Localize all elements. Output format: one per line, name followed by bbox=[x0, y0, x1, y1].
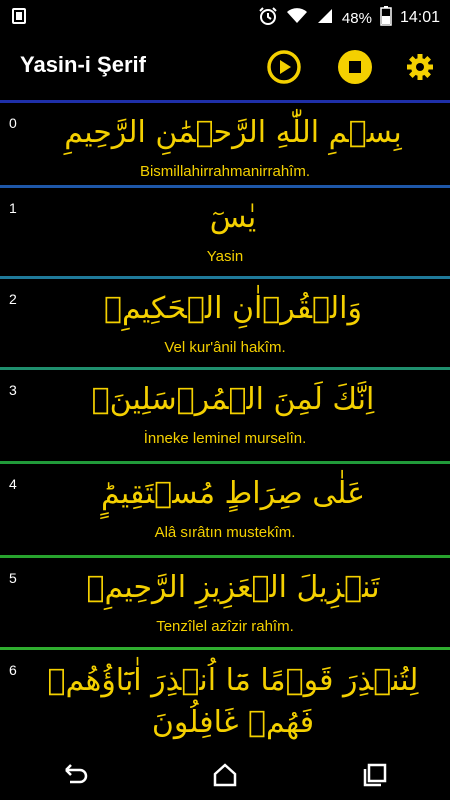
back-icon bbox=[60, 760, 90, 790]
verse-transliteration: Alâ sırâtın mustekîm. bbox=[154, 524, 296, 541]
verse-arabic: يٰسٓ bbox=[209, 200, 257, 235]
verse-arabic: عَلٰى صِرَاطٍ مُسۡتَقِيمٍؕ bbox=[100, 476, 366, 511]
play-button[interactable] bbox=[266, 49, 302, 85]
recents-icon bbox=[360, 760, 390, 790]
verse-transliteration: Tenzîlel azîzir rahîm. bbox=[156, 618, 294, 635]
status-time: 14:01 bbox=[399, 9, 440, 26]
verse-list[interactable] bbox=[0, 100, 450, 750]
verse-number: 1 bbox=[9, 200, 17, 216]
verse-number: 5 bbox=[9, 570, 17, 586]
verse-transliteration: Vel kur'ânil hakîm. bbox=[164, 339, 286, 356]
verse-transliteration: Bismillahirrahmanirrahîm. bbox=[139, 163, 311, 180]
page-title: Yasin-i Şerif bbox=[20, 52, 146, 77]
navigation-bar bbox=[0, 750, 450, 800]
settings-button[interactable] bbox=[402, 49, 438, 85]
verse-number: 2 bbox=[9, 291, 17, 307]
verse-arabic: وَالۡقُرۡاٰنِ الۡحَكِيمِۙ bbox=[103, 291, 363, 326]
verse-row[interactable] bbox=[0, 370, 450, 464]
stop-button[interactable] bbox=[337, 49, 373, 85]
verse-transliteration: Yasin bbox=[206, 248, 244, 265]
screen-icon bbox=[10, 7, 28, 29]
play-icon bbox=[266, 49, 302, 85]
battery-percent: 48% bbox=[341, 9, 372, 27]
verse-number: 4 bbox=[9, 476, 17, 492]
verse-row[interactable] bbox=[0, 188, 450, 279]
verse-arabic: لِتُنۡذِرَ قَوۡمًا مَٓا اُنۡذِرَ اٰبَٓاؤُهُمۡ فَهُمۡ غَافِلُونَ bbox=[47, 663, 419, 740]
verse-arabic: تَنۡزِيلَ الۡعَزِيزِ الرَّحِيمِۙ bbox=[86, 570, 380, 605]
battery-icon bbox=[380, 6, 392, 30]
verse-row[interactable] bbox=[0, 279, 450, 370]
gear-icon bbox=[402, 49, 438, 85]
app-bar bbox=[0, 32, 450, 100]
verse-arabic: اِنَّكَ لَمِنَ الۡمُرۡسَلِينَۙ bbox=[91, 382, 375, 417]
home-icon bbox=[210, 760, 240, 790]
back-button[interactable] bbox=[60, 760, 90, 790]
verse-row[interactable] bbox=[0, 464, 450, 558]
verse-row[interactable] bbox=[0, 558, 450, 650]
wifi-icon bbox=[286, 7, 308, 29]
stop-icon bbox=[337, 49, 373, 85]
alarm-icon bbox=[258, 6, 278, 30]
verse-row[interactable] bbox=[0, 650, 450, 740]
verse-number: 0 bbox=[9, 115, 17, 131]
verse-arabic: بِسۡمِ اللّٰهِ الرَّحۡمَٰنِ الرَّحِيمِ bbox=[64, 115, 402, 150]
signal-icon bbox=[316, 7, 334, 29]
recents-button[interactable] bbox=[360, 760, 390, 790]
home-button[interactable] bbox=[210, 760, 240, 790]
verse-row[interactable] bbox=[0, 100, 450, 188]
verse-number: 6 bbox=[9, 662, 17, 678]
status-bar bbox=[0, 0, 450, 32]
verse-transliteration: İnneke leminel murselîn. bbox=[143, 430, 307, 447]
verse-number: 3 bbox=[9, 382, 17, 398]
